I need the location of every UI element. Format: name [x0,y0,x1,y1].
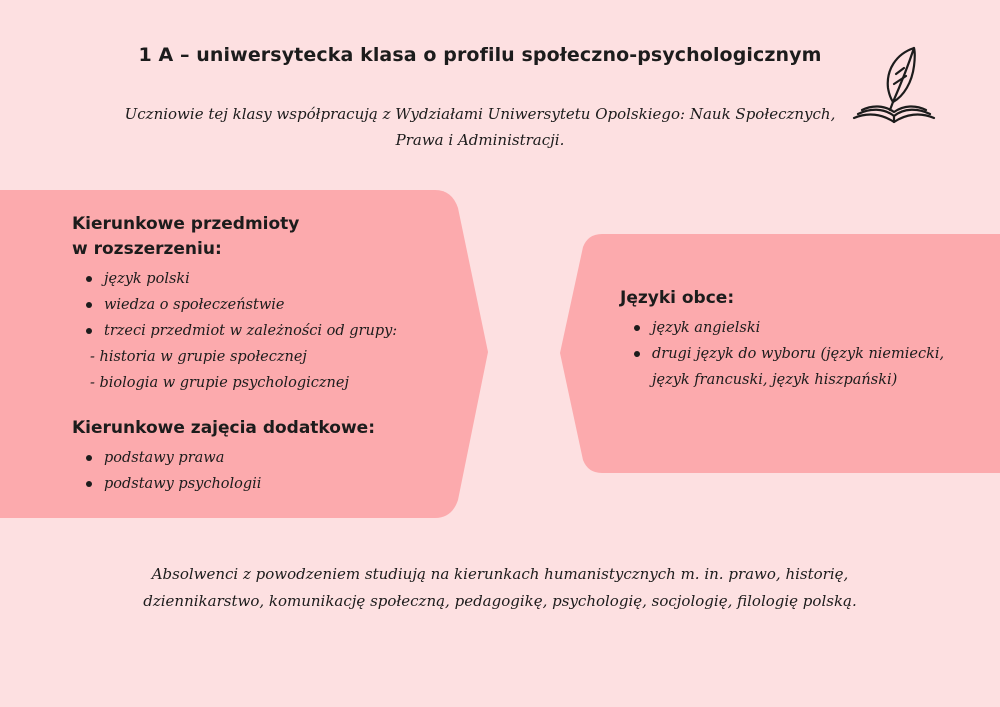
list-item: trzeci przedmiot w zależności od grupy: [82,318,472,344]
extra-heading: Kierunkowe zajęcia dodatkowe: [72,418,375,438]
page-title: 1 A – uniwersytecka klasa o profilu społeczno-psychologicznym [138,44,822,66]
footer-line-1: Absolwenci z powodzeniem studiują na kierunkach humanistycznych m. in. prawo, historię, [151,565,849,583]
subjects-heading [72,212,472,262]
languages-heading: Języki obce: [620,288,735,308]
right-panel [620,286,980,393]
list-item-line-1: drugi język do wyboru (język niemiecki, [652,346,945,362]
left-panel [72,212,472,497]
languages-list [620,315,980,393]
subjects-list [72,266,472,344]
subtitle-line-1: Uczniowie tej klasy współpracują z Wydziałami Uniwersytetu Opolskiego: Nauk Społecznych, [124,105,836,123]
footer-line-2: dziennikarstwo, komunikację społeczną, pedagogikę, psychologię, socjologię, filologię polską. [143,592,857,610]
list-item: podstawy psychologii [82,471,472,497]
extra-list [72,445,472,497]
list-item: podstawy prawa [82,445,472,471]
subtitle [80,101,880,153]
subtitle-line-2: Prawa i Administracji. [395,131,565,149]
footer-text [100,561,900,615]
sub-item: - biologia w grupie psychologicznej [90,375,349,391]
list-item-line-2: język francuski, język hiszpański) [652,372,898,388]
subjects-heading-line-1: Kierunkowe przedmioty [72,214,300,234]
quill-book-icon [852,44,936,126]
list-item: wiedza o społeczeństwie [82,292,472,318]
list-item [630,341,980,393]
sub-item: - historia w grupie społecznej [90,349,307,365]
list-item: język polski [82,266,472,292]
list-item: język angielski [630,315,980,341]
subjects-heading-line-2: w rozszerzeniu: [72,239,222,259]
